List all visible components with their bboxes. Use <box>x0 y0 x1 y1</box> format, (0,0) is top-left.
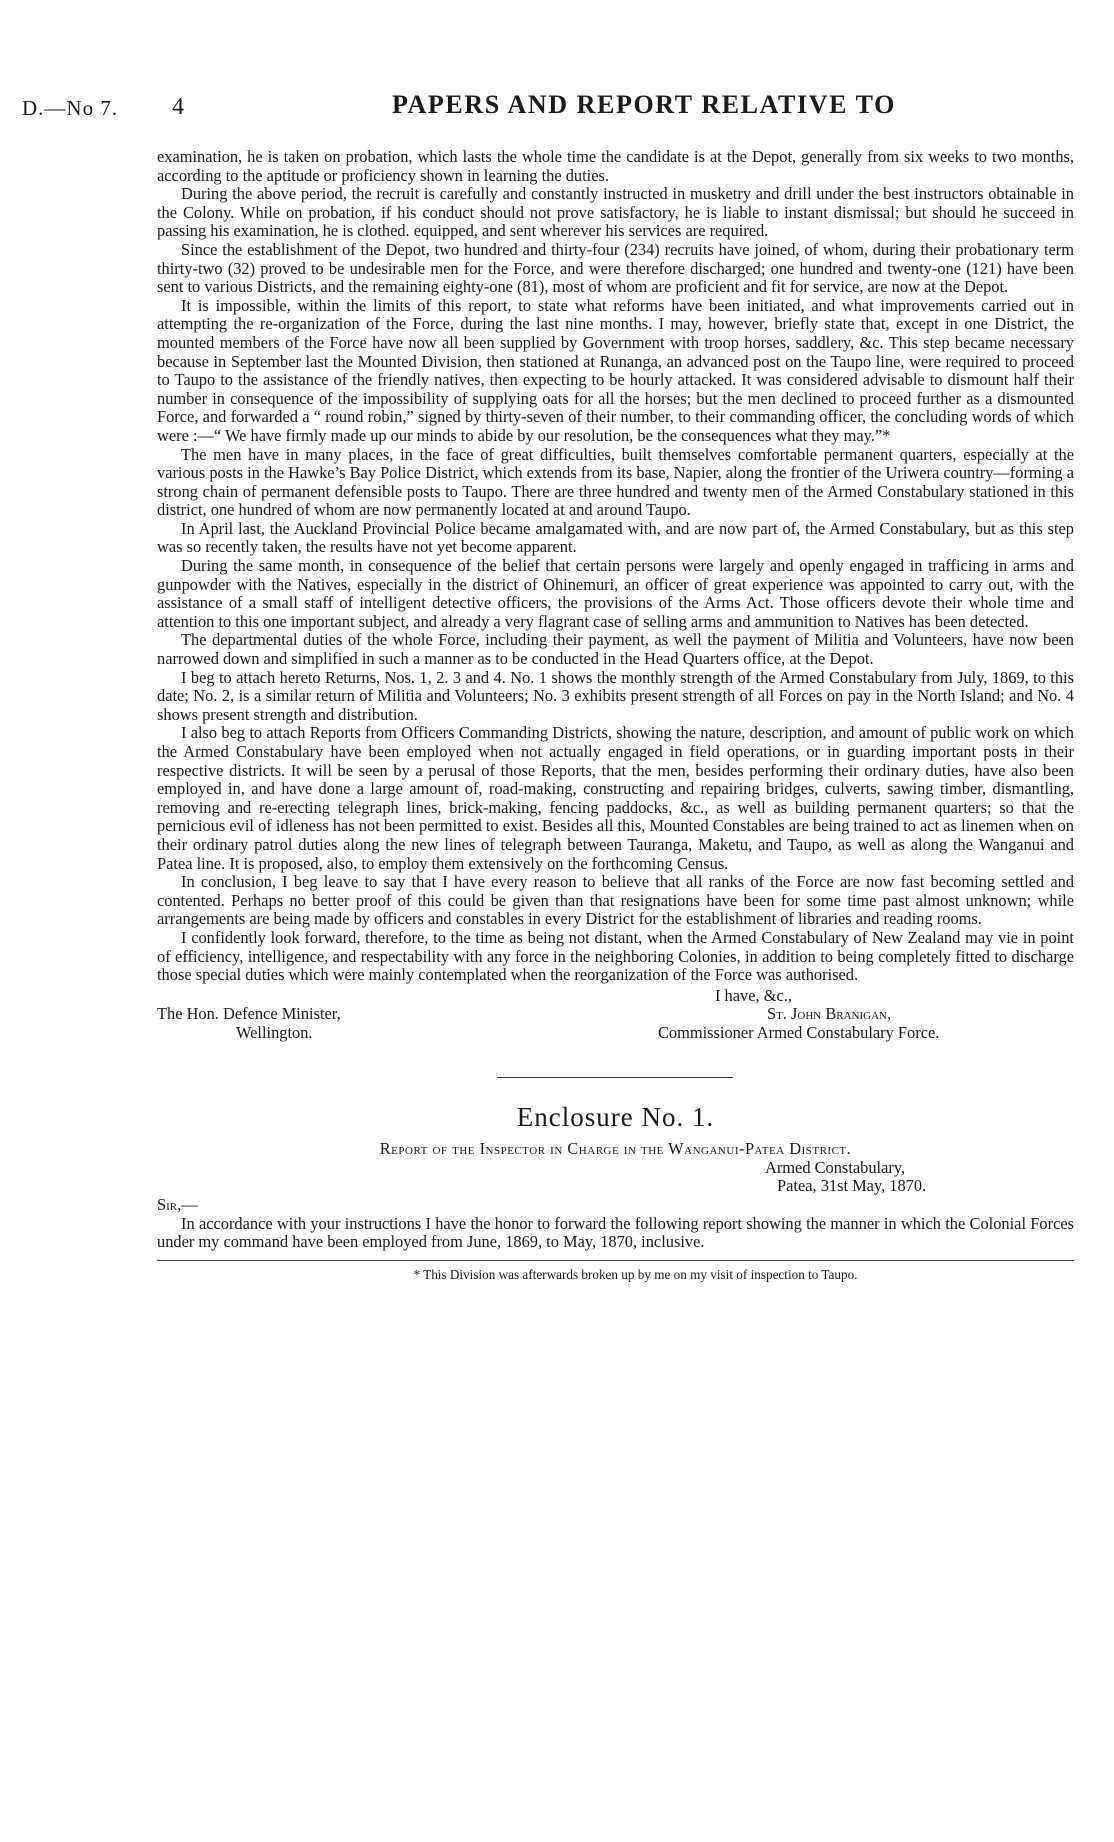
paragraph: Since the establishment of the Depot, two hundred and thirty-four (234) recruits have joined, of whom, during their probationary term thirty-two (32) proved to be undesirable men for the Force, and were therefore discharged; one hundred and twenty-one (121) have been sent to various Districts, and the remaining eighty-one (81), most of whom are proficient and fit for service, are now at the Depot. <box>157 239 1074 297</box>
salutation: Sir,— <box>157 1194 198 1214</box>
paragraph: The men have in many places, in the face of great difficulties, built themselves comfortable permanent quarters, especially at the various posts in the Hawke’s Bay Police District, which extends from its base, Napier, along the frontier of the Uriwera country—forming a strong chain of permanent defensible posts to Taupo. There are three hundred and twenty men of the Armed Constabulary stationed in this district, one hundred of whom are now permanently located at and around Taupo. <box>157 444 1074 520</box>
paragraph: examination, he is taken on probation, which lasts the whole time the candidate is at the Depot, generally from six weeks to two months, according to the aptitude or proficiency shown in learning the duties. <box>157 147 1074 185</box>
paragraph: In April last, the Auckland Provincial Police became amalgamated with, and are now part of, the Armed Constabulary, but as this step was so recently taken, the results have not yet become apparent. <box>157 518 1074 557</box>
paragraph: During the same month, in consequence of the belief that certain persons were largely and openly engaged in trafficing in arms and gunpowder with the Natives, especially in the district of Ohinemuri, an officer of great experience was appointed to carry out, with the assistance of a small staff of intelligent detective officers, the provisions of the Arms Act. Those officers devote their whole time and attention to this one important subject, and already a very flagrant case of selling arms and ammunition to Natives has been detected. <box>157 556 1074 631</box>
signature-block <box>157 987 1074 1051</box>
report-body <box>157 148 1074 1283</box>
page-header <box>22 90 1078 130</box>
paragraph: I confidently look forward, therefore, to the time as being not distant, when the Armed Constabulary of New Zealand may vie in point of efficiency, intelligence, and respectability with any force in the neighboring Colonies, in addition to being completely fitted to discharge those special duties which were mainly contemplated when the reorganization of the Force was authorised. <box>157 927 1074 985</box>
enclosure-address-block <box>157 1159 1074 1215</box>
paragraph: I beg to attach hereto Returns, Nos. 1, 2. 3 and 4. No. 1 shows the monthly strength of the Armed Constabulary from July, 1869, to this date; No. 2, is a similar return of Militia and Volunteers; No. 3 exhibits present strength of all Forces on pay in the North Island; and No. 4 shows present strength and distribution. <box>157 667 1074 724</box>
document-reference: D.—No 7. <box>22 96 119 120</box>
report-title: Report of the Inspector in Charge in the Wanganui-Patea District. <box>379 1138 852 1158</box>
footnote-divider <box>157 1260 1074 1261</box>
signatory-name: St. John Branigan, <box>767 1003 892 1023</box>
running-title: PAPERS AND REPORT RELATIVE TO <box>392 90 896 119</box>
paragraph: During the above period, the recruit is carefully and constantly instructed in musketry and drill under the best instructors obtainable in the Colony. While on probation, if his conduct should not prove satisfactory, he is liable to instant dismissal; but should he succeed in passing his examination, he is clothed. equipped, and sent wherever his services are required. <box>157 184 1074 241</box>
enclosure-intro-paragraph: In accordance with your instructions I have the honor to forward the following report showing the manner in which the Colonial Forces under my command have been employed from June, 1869, to May, 1870, inclusive. <box>157 1213 1074 1252</box>
address-line: Armed Constabulary, <box>765 1157 906 1177</box>
address-line: Patea, 31st May, 1870. <box>777 1175 927 1195</box>
paragraph: In conclusion, I beg leave to say that I have every reason to believe that all ranks of the Force are now fast becoming settled and contented. Perhaps no better proof of this could be given than that resignations have been for some time past almost unknown; while arrangements are being made by officers and constables in every District for the establishment of libraries and reading rooms. <box>157 872 1074 929</box>
signatory-title: Commissioner Armed Constabulary Force. <box>658 1022 940 1042</box>
page-number: 4 <box>172 94 184 120</box>
enclosure-title: Enclosure No. 1. <box>516 1101 715 1132</box>
paragraph: It is impossible, within the limits of this report, to state what reforms have been initiated, and what improvements carried out in attempting the re-organization of the Force, during the last nine months. I may, however, briefly state that, except in one District, the mounted members of the Force have now all been supplied by Government with troop horses, saddlery, &c. This step became necessary because in September last the Mounted Division, then stationed at Runanga, an advanced post on the Taupo line, were required to proceed to Taupo to the assistance of the friendly natives, then expecting to be hourly attacked. It was considered advisable to dismount half their number in consequence of the impossibility of supplying oats for all the horses; but the men declined to proceed further as a dismounted Force, and forwarded a “ round robin,” signed by thirty-seven of their number, to their commanding officer, the concluding words of which were :—“ We have firmly made up our minds to abide by our resolution, be the consequences what they may.”* <box>157 295 1074 445</box>
addressee-city: Wellington. <box>236 1022 313 1042</box>
letter-closing: I have, &c., <box>715 985 792 1005</box>
section-divider <box>497 1077 733 1078</box>
footnote: * This Division was afterwards broken up by me on my visit of inspection to Taupo. <box>413 1266 858 1282</box>
addressee: The Hon. Defence Minister, <box>157 1003 341 1023</box>
paragraph: I also beg to attach Reports from Officers Commanding Districts, showing the nature, description, and amount of public work on which the Armed Constabulary have been employed when not actually engaged in field operations, or in guarding important posts in their respective districts. It will be seen by a perusal of those Reports, that the men, besides performing their ordinary duties, have also been employed in, and have done a large amount of, road-making, constructing and repairing bridges, culverts, sawing timber, dismantling, removing and re-erecting telegraph lines, brick-making, fencing paddocks, &c., as well as building permanent quarters; so that the pernicious evil of idleness has not been permitted to exist. Besides all this, Mounted Constables are being trained to act as linemen when on their ordinary patrol duties along the new lines of telegraph between Tauranga, Maketu, and Taupo, as well as along the Wanganui and Patea line. It is proposed, also, to employ them extensively on the forthcoming Census. <box>157 723 1074 873</box>
paragraph: The departmental duties of the whole Force, including their payment, as well the payment of Militia and Volunteers, have now been narrowed down and simplified in such a manner as to be conducted in the Head Quarters office, at the Depot. <box>157 630 1074 669</box>
